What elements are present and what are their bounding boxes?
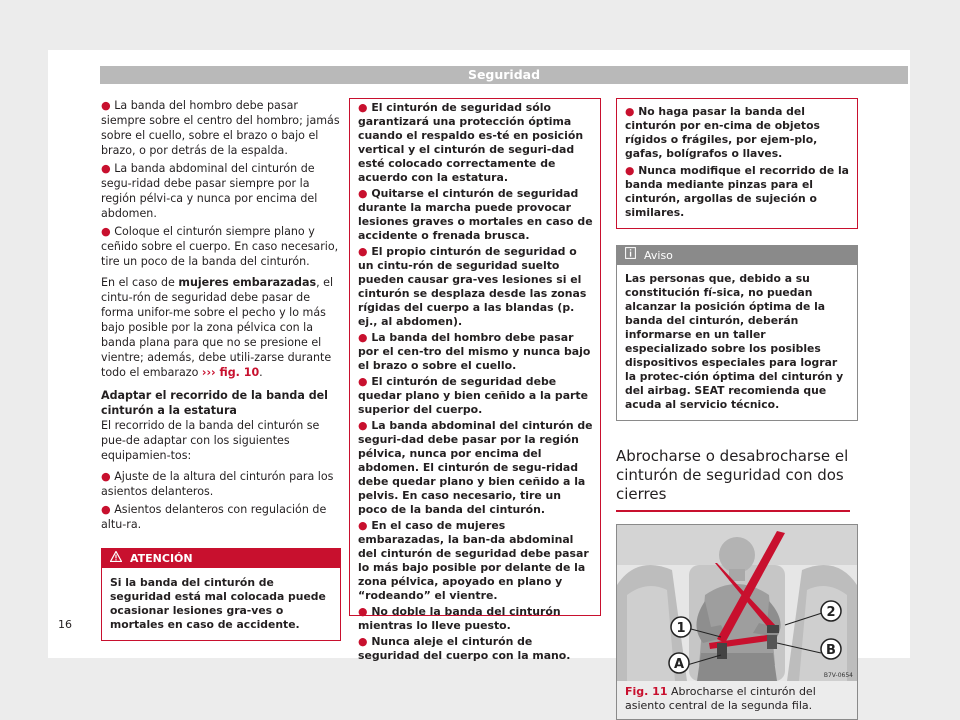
list-item: ● Ajuste de la altura del cinturón para los asientos delanteros. — [101, 470, 334, 498]
list-item: ● La banda del hombro debe pasar por el cen-tro del mismo y nunca bajo el brazo o sobre el cuello. — [358, 331, 591, 372]
note-box — [616, 245, 858, 421]
bullet-icon: ● — [358, 419, 368, 432]
figure-label: Fig. 11 — [625, 685, 668, 698]
warning-continued-box — [349, 98, 601, 662]
page-number: 16 — [58, 618, 72, 631]
figure-code: B7V-0654 — [823, 672, 853, 679]
warning-header: ATENCIÓN — [102, 549, 340, 568]
bullet-icon: ● — [101, 162, 111, 175]
list-item: ● La banda abdominal del cinturón de segu-ridad debe pasar siempre por la región pélvi-ca y nunca por encima del abdomen. — [101, 162, 318, 220]
bullet-icon: ● — [358, 101, 368, 114]
list-item: ● La banda abdominal del cinturón de seguri-dad debe pasar por la región pélvica, nunca por encima del abdomen. El cinturón de segu-ridad debe quedar plano y bien ceñido a la pelvis. En caso necesario, tire un poco de la banda del cinturón. — [358, 419, 593, 516]
pregnant-paragraph: En el caso de mujeres embarazadas, el cintu-rón de seguridad debe pasar de forma unifor-me sobre el pecho y lo más bajo posible por la zona pélvica con la banda plana para que no se presione el vientre; además, debe utili-zarse durante todo el embarazo ››› fig. 10. — [101, 276, 334, 379]
warning-continued-text — [350, 99, 600, 671]
adapt-paragraph: El recorrido de la banda del cinturón se pue-de adaptar con los siguientes equipamien-tos: — [101, 419, 320, 462]
column-3 — [616, 98, 858, 720]
note-text: Las personas que, debido a su constitución fí-sica, no puedan alcanzar la posición óptima de la banda del cinturón, deberán informarse en un taller especializado sobre los posibles dispositivos especiales para lograr la protec-ción óptima del cinturón y del airbag. SEAT recomienda que acuda al servicio técnico. — [625, 272, 844, 411]
svg-text:1: 1 — [676, 621, 686, 636]
warning-continued-text — [617, 99, 857, 228]
bullet-icon: ● — [101, 503, 111, 516]
bullet-icon: ● — [625, 105, 635, 118]
info-icon — [625, 246, 636, 265]
subheading: Adaptar el recorrido de la banda del cinturón a la estatura — [101, 389, 328, 417]
list-item: ● No haga pasar la banda del cinturón por en-cima de objetos rígidos o frágiles, por ejem-plo, gafas, bolígrafos o llaves. — [625, 105, 820, 160]
warning-triangle-icon — [110, 549, 122, 568]
section-title: Abrocharse o desabrocharse el cinturón de seguridad con dos cierres — [616, 447, 850, 512]
warning-continued-box — [616, 98, 858, 229]
seatbelt-illustration — [617, 525, 857, 681]
marker-2 — [821, 601, 841, 621]
marker-1 — [671, 617, 691, 637]
figure-caption: Fig. 11 Abrocharse el cinturón del asiento central de la segunda fila. — [625, 685, 816, 712]
note-header: Aviso — [617, 246, 857, 265]
marker-a — [669, 653, 689, 673]
warning-box — [101, 548, 341, 641]
list-item: ● Asientos delanteros con regulación de altu-ra. — [101, 503, 327, 531]
figure-link[interactable]: ››› fig. 10 — [201, 366, 260, 379]
warning-text: Si la banda del cinturón de seguridad está mal colocada puede ocasionar lesiones gra-ves o mortales en caso de accidente. — [110, 576, 326, 631]
bullet-icon: ● — [101, 225, 111, 238]
bullet-icon: ● — [101, 470, 111, 483]
svg-text:A: A — [673, 657, 685, 672]
bullet-icon: ● — [358, 519, 368, 532]
bullet-icon: ● — [358, 187, 368, 200]
list-item: ● Coloque el cinturón siempre plano y ceñido sobre el cuerpo. En caso necesario, tire un poco de la banda del cinturón. — [101, 225, 339, 268]
bullet-icon: ● — [358, 245, 368, 258]
list-item: ● La banda del hombro debe pasar siempre sobre el centro del hombro; jamás sobre el cuello, sobre el brazo o bajo el brazo, o por detrás de la espalda. — [101, 99, 340, 157]
list-item: ● El propio cinturón de seguridad o un cintu-rón de seguridad suelto pueden causar gra-ves lesiones si el cinturón se desplaza desde las zonas rígidas del cuerpo a las blandas (p. ej., al abdomen). — [358, 245, 587, 328]
column-2 — [349, 98, 601, 662]
column-1 — [101, 98, 341, 641]
bullet-icon: ● — [101, 99, 111, 112]
list-item: ● Quitarse el cinturón de seguridad durante la marcha puede provocar lesiones graves o mortales en caso de accidente o frenada brusca. — [358, 187, 593, 242]
list-item: ● En el caso de mujeres embarazadas, la ban-da abdominal del cinturón de seguridad debe pasar lo más bajo posible por delante de la zona pélvica, apoyado en plano y “rodeando” el vientre. — [358, 519, 589, 602]
list-item: ● Nunca aleje el cinturón de seguridad del cuerpo con la mano. — [358, 635, 571, 662]
bullet-icon: ● — [358, 635, 368, 648]
manual-page — [48, 50, 910, 712]
page-header: Seguridad — [100, 66, 908, 84]
svg-text:2: 2 — [826, 605, 836, 620]
bullet-icon: ● — [358, 331, 368, 344]
list-item: ● El cinturón de seguridad debe quedar plano y bien ceñido a la parte superior del cuerpo. — [358, 375, 589, 416]
svg-text:B: B — [826, 643, 836, 658]
list-item: ● El cinturón de seguridad sólo garantizará una protección óptima cuando el respaldo es-té en posición vertical y el cinturón de seguri-dad esté colocado correctamente de acuerdo con la estatura. — [358, 101, 584, 184]
bullet-icon: ● — [358, 605, 368, 618]
list-item: ● Nunca modifique el recorrido de la banda mediante pinzas para el cinturón, argollas de sujeción o similares. — [625, 164, 849, 219]
bullet-icon: ● — [625, 164, 635, 177]
list-item: ● No doble la banda del cinturón mientras lo lleve puesto. — [358, 605, 561, 632]
figure — [616, 524, 858, 720]
bullet-icon: ● — [358, 375, 368, 388]
marker-b — [821, 639, 841, 659]
